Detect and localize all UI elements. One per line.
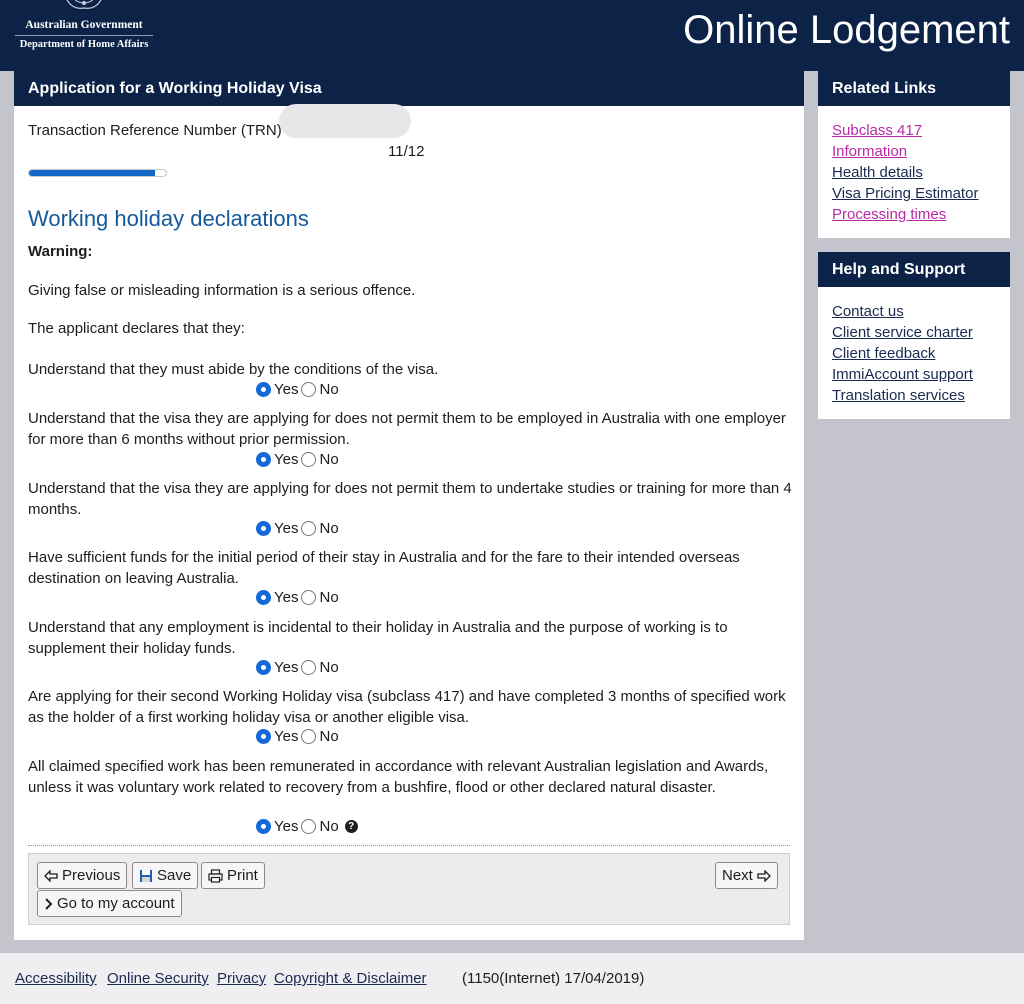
link-contact-us[interactable]: Contact us: [832, 303, 904, 320]
link-information[interactable]: Information: [832, 143, 908, 160]
declaration-7-radios: [256, 818, 358, 835]
declaration-question-5: Understand that any employment is incidental to their holiday in Australia and the purpose of working is to supplement their holiday funds.: [28, 619, 728, 657]
no-radio[interactable]: [301, 590, 316, 605]
yes-radio[interactable]: [256, 590, 271, 605]
no-label: No: [319, 381, 339, 398]
site-header: [0, 0, 1024, 71]
no-label: No: [319, 728, 339, 745]
previous-button[interactable]: [37, 862, 127, 889]
print-button[interactable]: [201, 862, 265, 889]
button-bar: [28, 853, 790, 925]
link-client-feedback[interactable]: Client feedback: [832, 345, 936, 362]
arrow-right-icon: [757, 870, 771, 882]
help-support-panel: [818, 252, 1010, 419]
footer-version: (1150(Internet) 17/04/2019): [462, 970, 645, 987]
trn-redacted-value: [279, 104, 411, 138]
declaration-question-7: All claimed specified work has been remunerated in accordance with relevant Australian legislation and Awards, unless it was voluntary work related to recovery from a bushfire, flood or other declared natural disaster.: [28, 758, 769, 796]
no-radio[interactable]: [301, 382, 316, 397]
link-client-service-charter[interactable]: Client service charter: [832, 324, 973, 341]
site-title: Online Lodgement: [683, 8, 1010, 52]
no-radio[interactable]: [301, 521, 316, 536]
yes-radio[interactable]: [256, 660, 271, 675]
no-label: No: [319, 520, 339, 537]
declaration-2-radios: [256, 451, 342, 468]
trn-label: Transaction Reference Number (TRN): [28, 122, 282, 139]
divider: [28, 845, 790, 846]
question-help-icon[interactable]: ?: [345, 820, 358, 833]
main-panel: [14, 71, 804, 940]
org-line-2: Department of Home Affairs: [19, 39, 149, 50]
related-links-panel: [818, 71, 1010, 238]
warning-heading: Warning:: [28, 243, 93, 260]
related-links-list: [818, 106, 1010, 238]
yes-label: Yes: [274, 659, 299, 676]
declaration-1-radios: [256, 381, 342, 398]
save-label: Save: [157, 867, 192, 884]
help-support-title: Help and Support: [818, 252, 1010, 287]
chevron-right-icon: [44, 898, 53, 910]
progress-fill: [29, 170, 155, 176]
yes-label: Yes: [274, 451, 299, 468]
yes-radio[interactable]: [256, 382, 271, 397]
declaration-question-2: Understand that the visa they are applying for does not permit them to be employed in Australia with one employer for more than 6 months without prior permission.: [28, 410, 786, 448]
floppy-disk-icon: [139, 869, 153, 883]
no-label: No: [319, 589, 339, 606]
next-label: Next: [722, 867, 753, 884]
panel-title: Application for a Working Holiday Visa: [14, 71, 804, 106]
no-radio[interactable]: [301, 729, 316, 744]
yes-label: Yes: [274, 520, 299, 537]
yes-label: Yes: [274, 818, 299, 835]
link-immiaccount-support[interactable]: ImmiAccount support: [832, 366, 973, 383]
declaration-question-3: Understand that the visa they are applying for does not permit them to undertake studies or training for more than 4 months.: [28, 480, 792, 518]
declaration-4-radios: [256, 589, 342, 606]
link-subclass-417[interactable]: Subclass 417: [832, 122, 923, 139]
link-health-details[interactable]: Health details: [832, 164, 923, 181]
declaration-question-1: Understand that they must abide by the conditions of the visa.: [28, 361, 439, 378]
government-crest-logo[interactable]: [15, 0, 155, 60]
no-radio[interactable]: [301, 660, 316, 675]
no-label: No: [319, 818, 339, 835]
declaration-5-radios: [256, 659, 342, 676]
next-button[interactable]: [715, 862, 778, 889]
link-translation-services[interactable]: Translation services: [832, 387, 965, 404]
link-processing-times[interactable]: Processing times: [832, 206, 947, 223]
footer-link-privacy[interactable]: Privacy: [217, 970, 267, 987]
help-links-list: [818, 287, 1010, 419]
yes-label: Yes: [274, 728, 299, 745]
declaration-question-4: Have sufficient funds for the initial period of their stay in Australia and for the fare to their intended overseas destination on leaving Australia.: [28, 549, 740, 587]
footer-link-accessibility[interactable]: Accessibility: [15, 970, 97, 987]
go-to-account-label: Go to my account: [57, 895, 175, 912]
no-radio[interactable]: [301, 819, 316, 834]
printer-icon: [208, 869, 223, 883]
crest-divider: [15, 35, 153, 36]
footer-link-copyright[interactable]: Copyright & Disclaimer: [274, 970, 427, 987]
page-title: Working holiday declarations: [28, 206, 309, 231]
yes-radio[interactable]: [256, 452, 271, 467]
no-label: No: [319, 659, 339, 676]
save-button[interactable]: [132, 862, 198, 889]
go-to-account-button[interactable]: [37, 890, 182, 917]
link-visa-pricing-estimator[interactable]: Visa Pricing Estimator: [832, 185, 979, 202]
no-label: No: [319, 451, 339, 468]
step-counter: 11/12: [388, 143, 425, 160]
yes-radio[interactable]: [256, 819, 271, 834]
related-links-title: Related Links: [818, 71, 1010, 106]
arrow-left-icon: [44, 870, 58, 882]
progress-bar: [28, 169, 167, 177]
declaration-6-radios: [256, 728, 342, 745]
no-radio[interactable]: [301, 452, 316, 467]
warning-text: Giving false or misleading information is a serious offence.: [28, 282, 416, 299]
yes-radio[interactable]: [256, 521, 271, 536]
yes-label: Yes: [274, 381, 299, 398]
coat-of-arms-icon: [65, 0, 103, 12]
site-footer: [0, 953, 1024, 1004]
previous-label: Previous: [62, 867, 121, 884]
yes-label: Yes: [274, 589, 299, 606]
yes-radio[interactable]: [256, 729, 271, 744]
declaration-intro: The applicant declares that they:: [28, 320, 245, 337]
declaration-3-radios: [256, 520, 342, 537]
footer-link-online-security[interactable]: Online Security: [107, 970, 209, 987]
print-label: Print: [227, 867, 258, 884]
declaration-question-6: Are applying for their second Working Holiday visa (subclass 417) and have completed 3 months of specified work as the holder of a first working holiday visa or another eligible visa.: [28, 688, 786, 726]
org-line-1: Australian Government: [25, 19, 143, 31]
